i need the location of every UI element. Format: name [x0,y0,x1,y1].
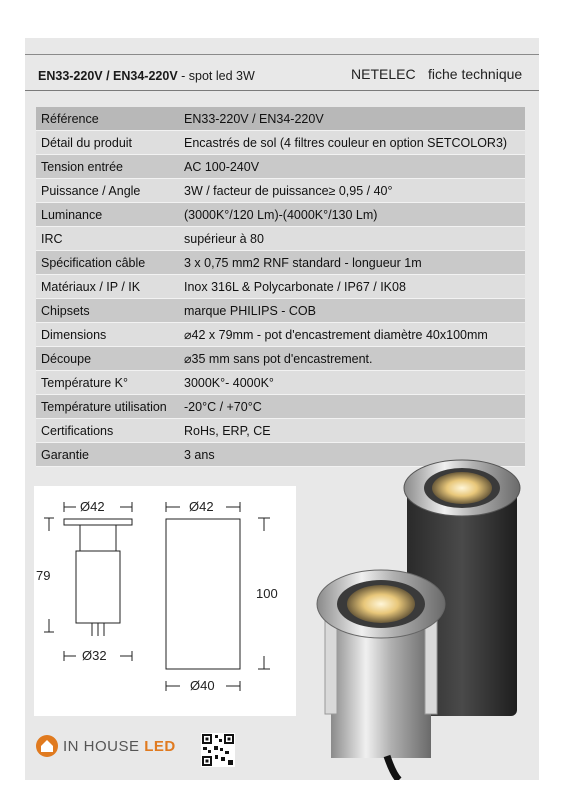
spec-value: 3 ans [179,443,525,467]
spec-row [36,395,525,419]
spec-label: Tension entrée [36,155,179,179]
left-height: 79 [36,568,51,583]
spec-label: Dimensions [36,323,179,347]
logo-accent-text: LED [144,738,176,755]
spec-table [36,107,525,467]
spec-label: Spécification câble [36,251,179,275]
spec-value: ⌀42 x 79mm - pot d'encastrement diamètre 40x100mm [179,323,525,347]
spec-value: -20°C / +70°C [179,395,525,419]
spec-row [36,347,525,371]
spec-label: IRC [36,227,179,251]
spec-row [36,131,525,155]
dimension-drawing [34,486,296,716]
spec-value: 3 x 0,75 mm2 RNF standard - longueur 1m [179,251,525,275]
spec-label: Certifications [36,419,179,443]
spec-value: (3000K°/120 Lm)-(4000K°/130 Lm) [179,203,525,227]
spec-value: 3000K°- 4000K° [179,371,525,395]
spec-row [36,179,525,203]
right-bottom-diameter: Ø40 [190,678,215,693]
header [38,66,528,87]
right-height: 100 [256,586,278,601]
spec-label: Matériaux / IP / IK [36,275,179,299]
spec-label: Puissance / Angle [36,179,179,203]
model-title: EN33-220V / EN34-220V [38,69,178,83]
right-top-diameter: Ø42 [189,499,214,514]
dimension-diagram [34,486,296,716]
spec-value: RoHs, ERP, CE [179,419,525,443]
logo-main-text: IN HOUSE [63,738,145,755]
spec-label: Température utilisation [36,395,179,419]
spec-label: Découpe [36,347,179,371]
spec-label: Température K° [36,371,179,395]
spec-value: Inox 316L & Polycarbonate / IP67 / IK08 [179,275,525,299]
spec-row [36,203,525,227]
spec-value: EN33-220V / EN34-220V [179,107,525,131]
spec-row [36,155,525,179]
left-top-diameter: Ø42 [80,499,105,514]
spec-row [36,299,525,323]
spec-label: Chipsets [36,299,179,323]
top-rule [25,54,539,55]
spec-value: AC 100-240V [179,155,525,179]
spec-row [36,227,525,251]
house-logo-icon [36,735,58,757]
document-type: fiche technique [428,66,523,82]
product-photo [295,418,539,780]
company-logo [63,738,176,755]
spec-row [36,107,525,131]
spec-row [36,323,525,347]
spec-row [36,251,525,275]
spec-value: marque PHILIPS - COB [179,299,525,323]
spec-value: supérieur à 80 [179,227,525,251]
qr-code-icon [201,733,235,767]
spec-row [36,371,525,395]
header-rule [25,90,539,91]
spec-value: ⌀35 mm sans pot d'encastrement. [179,347,525,371]
brand-name: NETELEC [351,66,416,82]
spec-label: Détail du produit [36,131,179,155]
spec-label: Garantie [36,443,179,467]
datasheet [25,38,539,780]
spec-label: Luminance [36,203,179,227]
left-bottom-diameter: Ø32 [82,648,107,663]
spec-value: Encastrés de sol (4 filtres couleur en option SETCOLOR3) [179,131,525,155]
spec-label: Référence [36,107,179,131]
model-subtitle: - spot led 3W [177,69,255,83]
spec-row [36,275,525,299]
spec-value: 3W / facteur de puissance≥ 0,95 / 40° [179,179,525,203]
